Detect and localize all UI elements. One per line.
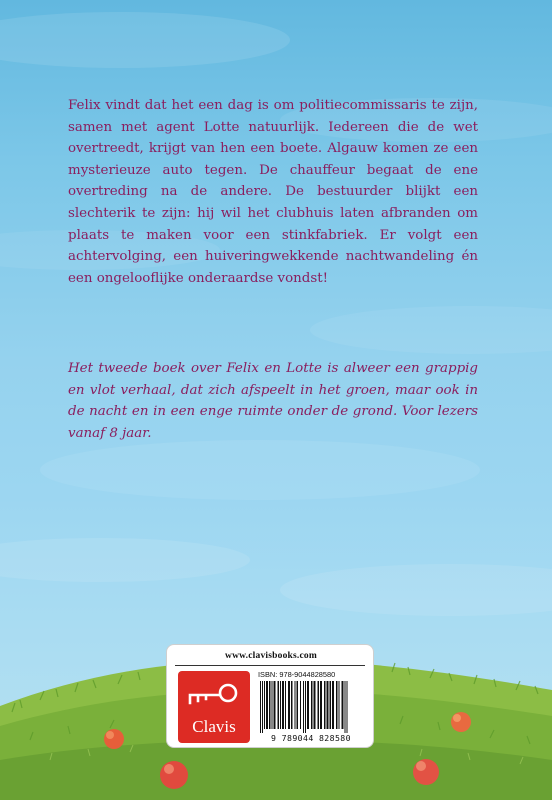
publisher-name: Clavis (192, 717, 236, 736)
barcode-bar (262, 681, 263, 733)
barcode-bar (295, 681, 296, 729)
barcode-bar (330, 681, 332, 729)
barcode-bar (318, 681, 320, 729)
barcode-bar (332, 681, 334, 729)
barcode-bar (278, 681, 280, 729)
barcode-bar (327, 681, 329, 729)
barcode-bar (336, 681, 338, 729)
barcode-digits: 9 789044 828580 (271, 733, 351, 743)
barcode-bar (264, 681, 265, 729)
barcode-bar (347, 681, 348, 733)
barcode-bar (320, 681, 322, 729)
barcode-bar (314, 681, 316, 729)
barcode-bar (307, 681, 309, 729)
isbn-label: ISBN: 978-9044828580 (258, 670, 336, 679)
barcode-bar (342, 681, 344, 729)
barcode-bar (266, 681, 268, 729)
barcode-bar (339, 681, 340, 729)
barcode-bar (311, 681, 313, 729)
barcode-bar (282, 681, 284, 729)
barcode-bar (269, 681, 271, 729)
blurb-paragraph: Felix vindt dat het een dag is om politiecommissaris te zijn, samen met agent Lotte natuurlijk. Iedereen die de wet overtreedt, krijgt van hen een boete. Algauw komen ze een mysterieuze auto tegen. De chauffeur begaat de ene overtreding na de andere. De bestuurder blijkt een slechterik te zijn: hij wil het clubhuis laten afbranden om plaats te maken voor een stinkfabriek. Er volgt een achtervolging, een huiveringwekkende nachtwandeling én een ongelooflijke onderaardse vondst! (68, 98, 478, 286)
barcode-bar (300, 681, 301, 729)
barcode-bar (324, 681, 326, 729)
barcode-bar (272, 681, 273, 729)
publisher-website: www.clavisbooks.com (225, 651, 317, 661)
barcode-bar (274, 681, 276, 729)
barcode-bar (260, 681, 261, 733)
barcode-bar (291, 681, 293, 729)
barcode-bar (297, 681, 299, 729)
barcode-panel (166, 644, 374, 748)
barcode-bar (280, 681, 281, 729)
publisher-logo (178, 671, 250, 743)
barcode-bar (288, 681, 290, 729)
barcode-graphic (258, 681, 366, 733)
barcode-bar (303, 681, 304, 733)
key-icon (178, 677, 250, 717)
barcode-bar (345, 681, 346, 733)
panel-divider (175, 665, 365, 666)
tagline-paragraph: Het tweede boek over Felix en Lotte is alweer een grappig en vlot verhaal, dat zich afspeelt in het groen, maar ook in de nacht en in een enge ruimte onder de grond. Voor lezers vanaf 8 jaar. (68, 361, 478, 441)
barcode-bar (305, 681, 306, 733)
barcode-bar (285, 681, 286, 729)
